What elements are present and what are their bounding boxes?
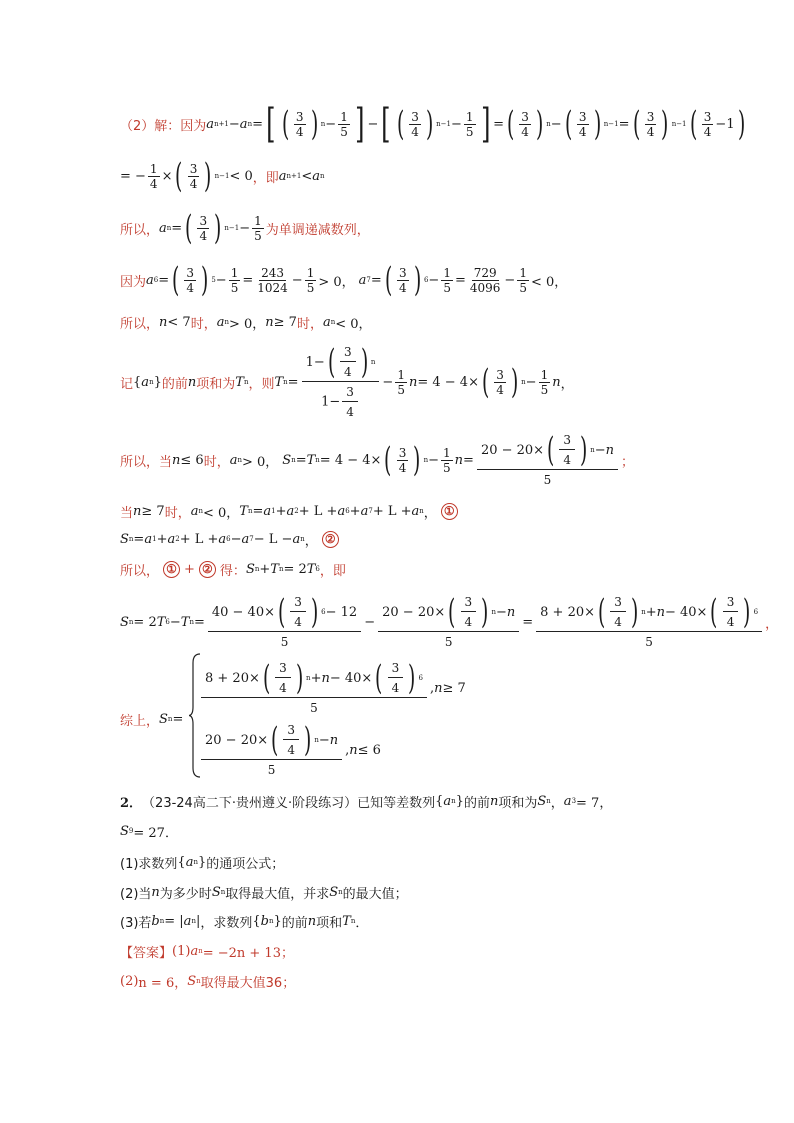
then-text: ，则	[248, 376, 275, 392]
answer-label: 【答案】	[120, 945, 173, 961]
answer-2-expr: n = 6，	[138, 975, 188, 991]
circle-one-marker: ①	[441, 503, 458, 520]
q3c-text: 的前	[281, 915, 308, 931]
problem-stem2: 的前	[463, 795, 490, 811]
solution-line-3: 所以， a n = ( $\frac{3}{4}$ ) n−1 − $\frac{1}{5}$ 为单调递减数列，	[120, 208, 370, 248]
circle-two-marker: ②	[322, 531, 339, 548]
so4-text: 所以，	[120, 563, 160, 579]
q3d-text: 项和	[316, 915, 343, 931]
when2-text: 当	[120, 505, 134, 521]
sum-front-text: 的前	[161, 376, 188, 392]
problem-source: （23-24高二下·贵州遵义·阶段练习）	[142, 795, 358, 811]
a6-numerator: 243	[261, 265, 284, 280]
a7-denominator: 4096	[469, 280, 501, 295]
decreasing-text: 为单调递减数列，	[265, 222, 370, 238]
answer-1-number: (1)	[172, 943, 191, 959]
circle-two-ref: ②	[199, 561, 216, 578]
solution-line-4: 因为 a 6 = ( $\frac{3}{4}$ ) 5 − $\frac{1}{5}$ = $\frac{243}{1024}$ − $\frac{1}{5}$ > 0， a 7 = ( $\frac{3}{4}$ ) 6 − $\frac{1}{5}$ = $\frac{729}{4096}$ − $\frac{1}{5}$ < 0，	[120, 260, 568, 300]
plus-get-text: 得：	[219, 563, 246, 579]
s9-value: = 27．	[133, 825, 178, 841]
so2-text: 所以，	[120, 316, 160, 332]
question-3: (3)若 b n = | a n | ，求数列 { b n } 的前 n 项和 T n ．	[120, 913, 369, 931]
record-text: 记	[120, 376, 134, 392]
q2-text: (2)当	[120, 886, 152, 902]
so3-text: 所以，当	[120, 454, 173, 470]
solution-line-7: 所以，当 n ≤ 6 时， a n > 0， S n = T n = 4 − 4× ( $\frac{3}{4}$ ) n − $\frac{1}{5}$ n = 20 − 20× ( $\frac{3}{4}$ ) n − n 5 ；	[120, 430, 635, 487]
q2b-text: 为多少时	[159, 886, 212, 902]
so-text: 所以，	[120, 222, 160, 238]
problem-stem3: 项和为	[498, 795, 538, 811]
piecewise-case-2: 20 − 20× ( $\frac{3}{4}$ ) n − n 5 , n ≤ 6	[198, 722, 381, 778]
solution-line-5: 所以， n < 7 时， a n > 0， n ≥ 7 时， a n < 0，	[120, 314, 372, 332]
solution-line-10: 所以， ① + ② 得： S n + T n = 2 T 6 ，即	[120, 561, 346, 579]
solution-line-2: = − $\frac{1}{4}$ × ( $\frac{3}{4}$ ) n−1 < 0 ，即 a n+1 < a n	[120, 156, 325, 196]
q3b-text: ，求数列	[200, 915, 253, 931]
answer-2: (2) n = 6， S n 取得最大值36；	[120, 973, 296, 991]
q1b-text: 的通项公式；	[206, 856, 285, 872]
answer-2-tail: 取得最大值36；	[200, 975, 296, 991]
q3-text: (3)若	[120, 915, 152, 931]
answer-2-number: (2)	[120, 973, 139, 989]
solution-line-6: 记 { a n } 的前 n 项和为 T n ，则 T n = 1− ( $\frac{3}{4}$ ) n 1− $\frac{3}{4}$ − $\frac{1}{5}$ n = 4 − 4× ( $\frac{3}{4}$ ) n − $\frac{1}{5}$ n ，	[120, 342, 574, 419]
solution-line-1: （2）解： 因为 a n+1 − a n = [ ( $\frac{3}{4}$ ) n − $\frac{1}{5}$ ] − [ ( $\frac{3}{4}$ ) n−1 − $\frac{1}{5}$ ] = ( $\frac{3}{4}$ ) n − ( $\frac{3}{4}$ ) n−1 = ( $\frac{3}{4}$ ) n−1 ( $\frac{3}{4}$ −1 )	[120, 101, 745, 147]
because-text: 因为	[180, 118, 207, 134]
summary-text: 综上，	[120, 713, 160, 729]
a7-numerator: 729	[473, 265, 497, 280]
n-ge7-text: 时，	[296, 316, 323, 332]
q2c-text: 取得最大值，并求	[225, 886, 330, 902]
solution-line-9: S n = a 1 + a 2 + L + a 6 − a 7 − L − a n ， ②	[120, 528, 343, 550]
question-2: (2)当 n 为多少时 S n 取得最大值，并求 S n 的最大值；	[120, 884, 408, 902]
problem-stem: 已知等差数列	[357, 795, 436, 811]
a6-denominator: 1024	[257, 280, 288, 295]
solution-line-8: 当 n ≥ 7 时， a n < 0， T n = a 1 + a 2 + L + a 6 + a 7 + L + a n ， ①	[120, 500, 462, 522]
summary-label-line: 综上， S n =	[120, 711, 184, 729]
piecewise-case-1: 8 + 20× ( $\frac{3}{4}$ ) n + n − 40× ( $\frac{3}{4}$ ) 6 5 , n ≥ 7	[198, 660, 466, 716]
circle-one-ref: ①	[163, 561, 180, 578]
part-2-label: （2）解：	[120, 118, 181, 134]
answer-1: 【答案】 (1) a n = −2n + 13；	[120, 943, 294, 961]
problem-number: 2．	[120, 795, 143, 811]
q1-text: (1)求数列	[120, 856, 178, 872]
ie-text: ，即	[319, 563, 346, 579]
because2-text: 因为	[120, 274, 147, 290]
answer-1-expr: = −2n + 13；	[202, 945, 294, 961]
when-text: 时，	[203, 454, 230, 470]
problem-2-line-2: S 9 = 27．	[120, 823, 178, 841]
solution-line-11: S n = 2 T 6 − T n = 40 − 40× ( $\frac{3}{4}$ ) 6 − 12 5 − 20 − 20× ( $\frac{3}{4}$ ) n − n 5 = 8 + 20× ( $\frac{3}{4}$ ) n + n − 40× ( $\frac{3}{4}$ ) 6 5 ，	[120, 592, 779, 649]
sum-mid-text: 项和为	[196, 376, 236, 392]
problem-2-line-1: 2． （23-24高二下·贵州遵义·阶段练习） 已知等差数列 { a n } 的前 n 项和为 S n ， a 3 = 7，	[120, 793, 613, 811]
q2d-text: 的最大值；	[342, 886, 408, 902]
a3-value: = 7，	[576, 795, 613, 811]
n-lt7-text: 时，	[190, 316, 217, 332]
question-1: (1)求数列 { a n } 的通项公式；	[120, 854, 285, 872]
